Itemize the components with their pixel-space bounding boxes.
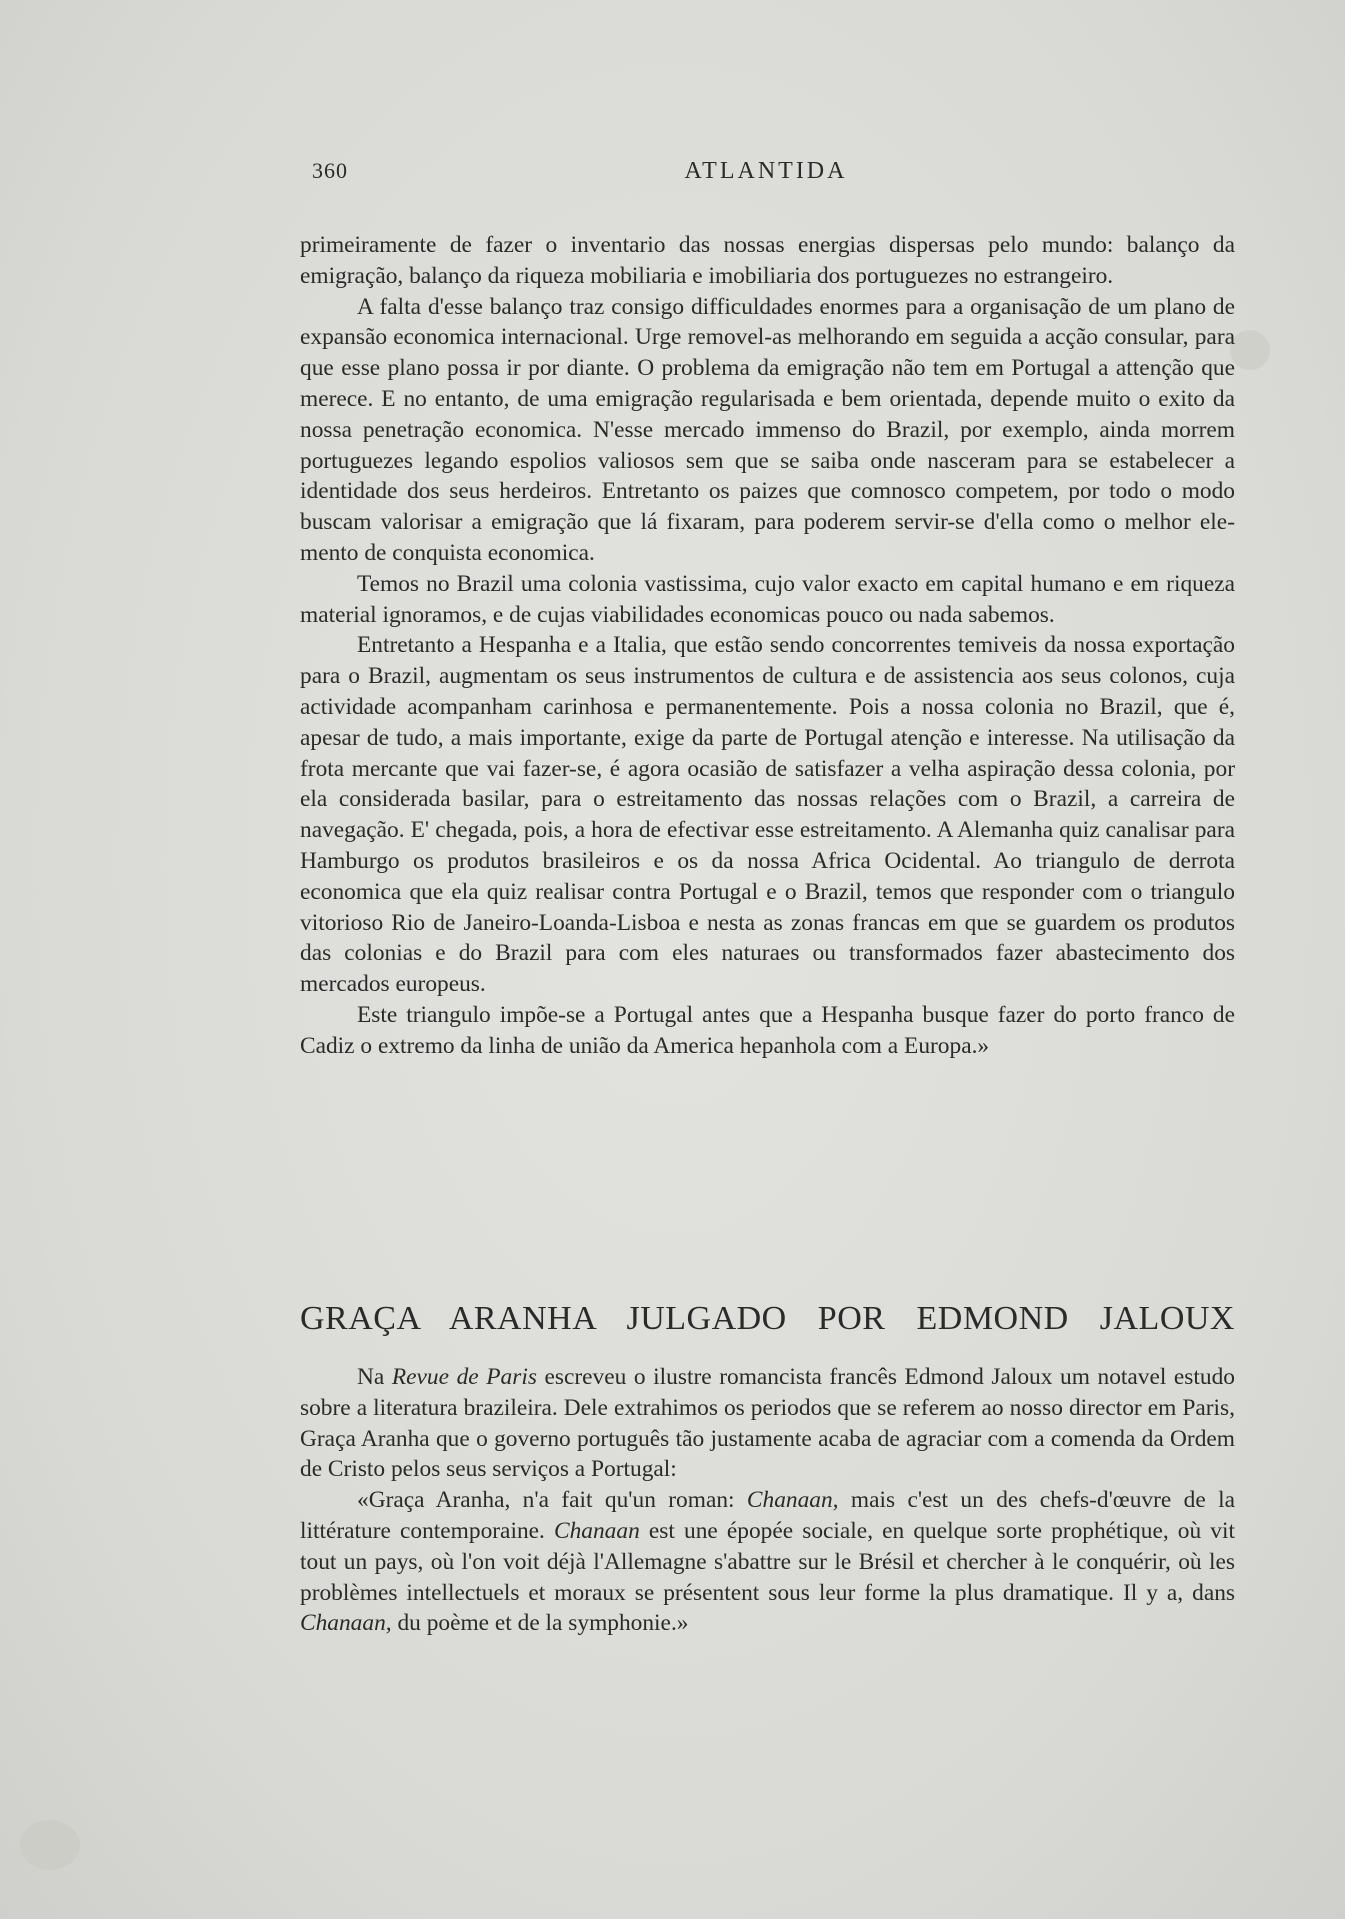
page-header: [312, 158, 1220, 198]
page-number: 360: [312, 158, 348, 183]
book-title: Chanaan: [554, 1517, 640, 1544]
running-title: ATLANTIDA: [684, 158, 848, 184]
text-run: du poème et de la symphonie.»: [391, 1610, 689, 1637]
text-run: est une épopée sociale, en quelque sorte prophétique, où vit tout un pays, où l'on voit déjà l'Allemagne s'abattre sur le Brésil et chercher à le conquérir, où les problèmes intellectuels et moraux se présentent sous leur forme la plus dramatique. Il y a, dans: [300, 1517, 1235, 1606]
journal-title: Revue de Paris: [391, 1364, 537, 1390]
paragraph: A falta d'esse balanço traz consigo difficuldades enormes para a organisação de um plano de expansão economica internacional. Urge removel-as melhorando em seguida a acção consular, para que esse plano possa ir por diante. O problema da emigração não tem em Portugal a attenção que merece. E no entanto, de uma emigração regularisada e bem orientada, depende muito o exito da nossa penetração economica. N'esse mercado immenso do Brazil, por exemplo, ainda morrem portuguezes legando espolios valiosos sem que se saiba onde nasceram para se estabelecer a identidade dos seus herdeiros. Entretanto os paizes que comnosco competem, por todo o modo buscam valorisar a emigração que lá fixaram, para poderem servir-se d'ella como o melhor elemento de conquista economica.: [300, 293, 1235, 566]
book-title: Chanaan,: [300, 1610, 392, 1637]
section-heading: GRAÇA ARANHA JULGADO POR EDMOND JALOUX: [300, 1300, 1235, 1337]
text-run: «Graça Aranha, n'a fait qu'un roman:: [357, 1487, 747, 1514]
text-run: mais c'est un des chefs-d'œuvre de la littérature contemporaine.: [300, 1487, 1235, 1544]
section-body: [300, 1362, 1235, 1639]
paper-stain: [1230, 330, 1270, 370]
paragraph: Entretanto a Hespanha e a Italia, que estão sendo concorrentes temiveis da nossa exportação para o Brazil, augmentam os seus instrumentos de cultura e de assistencia aos seus colonos, cuja actividade acompanham carinhosa e permanentemente. Pois a nossa colonia no Brazil, que é, apesar de tudo, a mais importante, exige da parte de Portugal atenção e interesse. Na utilisação da frota mercante que vai fazer-se, é agora ocasião de satisfazer a velha aspiração dessa colonia, por ela considerada basilar, para o estreitamento das nossas relações com o Brazil, a carreira de navegação. E' chegada, pois, a hora de efectivar esse estreitamento. A Alemanha quiz canalisar para Hamburgo os produtos brasileiros e os da nossa Africa Ocidental. Ao triangulo de derrota economica que ela quiz realisar contra Portugal e o Brazil, temos que responder com o triangulo vitorioso Rio de Janeiro-Loanda-Lisboa e nesta as zonas francas em que se guardem os produtos das colonias e do Brazil para com eles naturaes ou transformados fazer abastecimento dos mercados europeus.: [300, 632, 1235, 998]
paragraph: Este triangulo impõe-se a Portugal antes que a Hespanha busque fazer do porto franco de Cadiz o extremo da linha de união da America hepanhola com a Europa.»: [300, 1001, 1235, 1059]
book-title: Chanaan,: [746, 1487, 839, 1514]
paragraph: Temos no Brazil uma colonia vastissima, cujo valor exacto em capital humano e em riqueza material ignoramos, e de cujas viabilidades economicas pouco ou nada sabemos.: [300, 570, 1235, 628]
quotation: [300, 1485, 1235, 1639]
paragraph: [300, 1362, 1235, 1485]
paper-stain: [20, 1820, 80, 1870]
paragraph: primeiramente de fazer o inventario das nossas energias dispersas pelo mundo: balanço da emigração, balanço da riqueza mobiliaria e imobiliaria dos portuguezes no estrangeiro.: [300, 232, 1235, 289]
text-run: escreveu o ilustre romancista francês Edmond Jaloux um notavel estudo sobre a literatura brazileira. Dele extrahimos os periodos que se referem ao nosso director em Paris, Graça Aranha que o governo português tão justamente acaba de agraciar com a comenda da Ordem de Cristo pelos seus serviços a Portugal:: [300, 1364, 1235, 1483]
body-text: [300, 230, 1235, 1062]
text-run: Na: [357, 1364, 392, 1390]
